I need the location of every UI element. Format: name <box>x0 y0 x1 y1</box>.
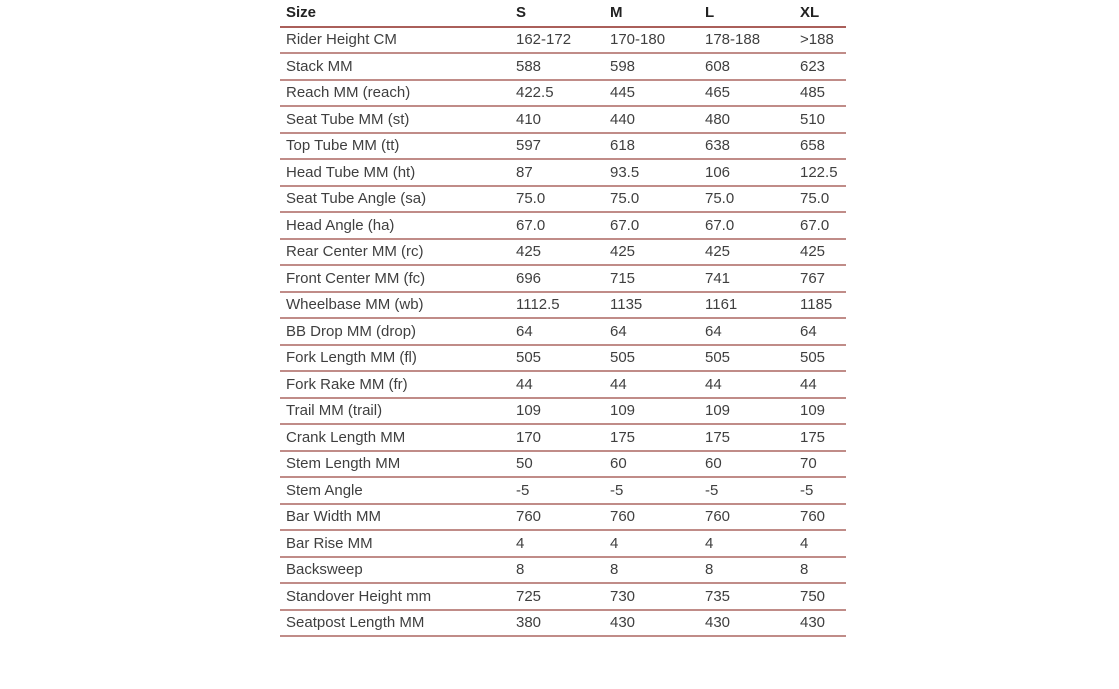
cell-value: 760 <box>800 504 846 531</box>
cell-value: 510 <box>800 106 846 133</box>
cell-value: 425 <box>705 239 800 266</box>
cell-value: 440 <box>610 106 705 133</box>
table-row <box>280 557 846 584</box>
cell-value: 67.0 <box>705 212 800 239</box>
table-row <box>280 610 846 637</box>
row-label: Reach MM (reach) <box>280 80 516 107</box>
cell-value: 4 <box>800 530 846 557</box>
row-label: Front Center MM (fc) <box>280 265 516 292</box>
table-row <box>280 80 846 107</box>
row-label: BB Drop MM (drop) <box>280 318 516 345</box>
table-row <box>280 106 846 133</box>
table-row <box>280 53 846 80</box>
cell-value: 75.0 <box>516 186 610 213</box>
cell-value: 70 <box>800 451 846 478</box>
cell-value: 760 <box>610 504 705 531</box>
cell-value: 425 <box>516 239 610 266</box>
row-label: Bar Width MM <box>280 504 516 531</box>
cell-value: 8 <box>800 557 846 584</box>
row-label: Seat Tube Angle (sa) <box>280 186 516 213</box>
table-row <box>280 292 846 319</box>
column-header-xl: XL <box>800 0 846 27</box>
column-header-s: S <box>516 0 610 27</box>
cell-value: 715 <box>610 265 705 292</box>
row-label: Seatpost Length MM <box>280 610 516 637</box>
cell-value: 44 <box>610 371 705 398</box>
cell-value: 760 <box>705 504 800 531</box>
cell-value: 109 <box>610 398 705 425</box>
cell-value: 175 <box>800 424 846 451</box>
cell-value: 760 <box>516 504 610 531</box>
cell-value: 505 <box>610 345 705 372</box>
row-label: Bar Rise MM <box>280 530 516 557</box>
cell-value: 598 <box>610 53 705 80</box>
cell-value: 175 <box>705 424 800 451</box>
cell-value: 1112.5 <box>516 292 610 319</box>
table-row <box>280 239 846 266</box>
cell-value: 175 <box>610 424 705 451</box>
row-label: Rider Height CM <box>280 27 516 54</box>
cell-value: 44 <box>516 371 610 398</box>
cell-value: 505 <box>705 345 800 372</box>
cell-value: 170 <box>516 424 610 451</box>
table-row <box>280 371 846 398</box>
cell-value: 425 <box>800 239 846 266</box>
table-row <box>280 133 846 160</box>
cell-value: 75.0 <box>610 186 705 213</box>
cell-value: 109 <box>800 398 846 425</box>
row-label: Wheelbase MM (wb) <box>280 292 516 319</box>
cell-value: -5 <box>705 477 800 504</box>
row-label: Head Angle (ha) <box>280 212 516 239</box>
row-label: Head Tube MM (ht) <box>280 159 516 186</box>
cell-value: 730 <box>610 583 705 610</box>
cell-value: 505 <box>516 345 610 372</box>
cell-value: 8 <box>610 557 705 584</box>
table-row <box>280 451 846 478</box>
cell-value: 4 <box>705 530 800 557</box>
cell-value: 106 <box>705 159 800 186</box>
cell-value: 4 <box>516 530 610 557</box>
cell-value: 44 <box>705 371 800 398</box>
cell-value: 60 <box>705 451 800 478</box>
cell-value: 75.0 <box>705 186 800 213</box>
cell-value: 64 <box>610 318 705 345</box>
cell-value: 8 <box>705 557 800 584</box>
cell-value: 67.0 <box>800 212 846 239</box>
cell-value: 109 <box>516 398 610 425</box>
cell-value: 162-172 <box>516 27 610 54</box>
row-label: Fork Length MM (fl) <box>280 345 516 372</box>
table-row <box>280 27 846 54</box>
cell-value: 44 <box>800 371 846 398</box>
geometry-table-container <box>280 0 846 637</box>
cell-value: 64 <box>705 318 800 345</box>
column-header-m: M <box>610 0 705 27</box>
row-label: Crank Length MM <box>280 424 516 451</box>
table-row <box>280 345 846 372</box>
cell-value: 741 <box>705 265 800 292</box>
cell-value: 109 <box>705 398 800 425</box>
cell-value: 8 <box>516 557 610 584</box>
cell-value: 658 <box>800 133 846 160</box>
cell-value: 93.5 <box>610 159 705 186</box>
table-row <box>280 583 846 610</box>
cell-value: 67.0 <box>610 212 705 239</box>
table-row <box>280 504 846 531</box>
table-row <box>280 477 846 504</box>
cell-value: -5 <box>800 477 846 504</box>
cell-value: 422.5 <box>516 80 610 107</box>
cell-value: 410 <box>516 106 610 133</box>
cell-value: 623 <box>800 53 846 80</box>
cell-value: 608 <box>705 53 800 80</box>
cell-value: 1135 <box>610 292 705 319</box>
table-row <box>280 424 846 451</box>
cell-value: 430 <box>800 610 846 637</box>
cell-value: 1161 <box>705 292 800 319</box>
cell-value: 170-180 <box>610 27 705 54</box>
table-row <box>280 159 846 186</box>
cell-value: 60 <box>610 451 705 478</box>
cell-value: 638 <box>705 133 800 160</box>
cell-value: 87 <box>516 159 610 186</box>
cell-value: 64 <box>800 318 846 345</box>
cell-value: 767 <box>800 265 846 292</box>
cell-value: 75.0 <box>800 186 846 213</box>
cell-value: 480 <box>705 106 800 133</box>
row-label: Rear Center MM (rc) <box>280 239 516 266</box>
row-label: Standover Height mm <box>280 583 516 610</box>
table-row <box>280 530 846 557</box>
row-label: Stack MM <box>280 53 516 80</box>
column-header-size: Size <box>280 0 516 27</box>
row-label: Fork Rake MM (fr) <box>280 371 516 398</box>
cell-value: -5 <box>516 477 610 504</box>
table-row <box>280 186 846 213</box>
cell-value: 50 <box>516 451 610 478</box>
cell-value: 380 <box>516 610 610 637</box>
cell-value: 735 <box>705 583 800 610</box>
column-header-l: L <box>705 0 800 27</box>
cell-value: 1185 <box>800 292 846 319</box>
cell-value: 430 <box>610 610 705 637</box>
cell-value: 445 <box>610 80 705 107</box>
table-row <box>280 318 846 345</box>
row-label: Backsweep <box>280 557 516 584</box>
cell-value: 505 <box>800 345 846 372</box>
table-row <box>280 212 846 239</box>
header-row <box>280 0 846 27</box>
cell-value: 696 <box>516 265 610 292</box>
row-label: Seat Tube MM (st) <box>280 106 516 133</box>
cell-value: 597 <box>516 133 610 160</box>
cell-value: 178-188 <box>705 27 800 54</box>
cell-value: 64 <box>516 318 610 345</box>
row-label: Stem Angle <box>280 477 516 504</box>
cell-value: 725 <box>516 583 610 610</box>
cell-value: >188 <box>800 27 846 54</box>
row-label: Top Tube MM (tt) <box>280 133 516 160</box>
cell-value: 465 <box>705 80 800 107</box>
cell-value: 67.0 <box>516 212 610 239</box>
cell-value: 4 <box>610 530 705 557</box>
cell-value: 425 <box>610 239 705 266</box>
table-row <box>280 265 846 292</box>
cell-value: -5 <box>610 477 705 504</box>
table-row <box>280 398 846 425</box>
row-label: Stem Length MM <box>280 451 516 478</box>
cell-value: 122.5 <box>800 159 846 186</box>
row-label: Trail MM (trail) <box>280 398 516 425</box>
cell-value: 430 <box>705 610 800 637</box>
geometry-table <box>280 0 846 637</box>
cell-value: 485 <box>800 80 846 107</box>
cell-value: 588 <box>516 53 610 80</box>
cell-value: 750 <box>800 583 846 610</box>
cell-value: 618 <box>610 133 705 160</box>
